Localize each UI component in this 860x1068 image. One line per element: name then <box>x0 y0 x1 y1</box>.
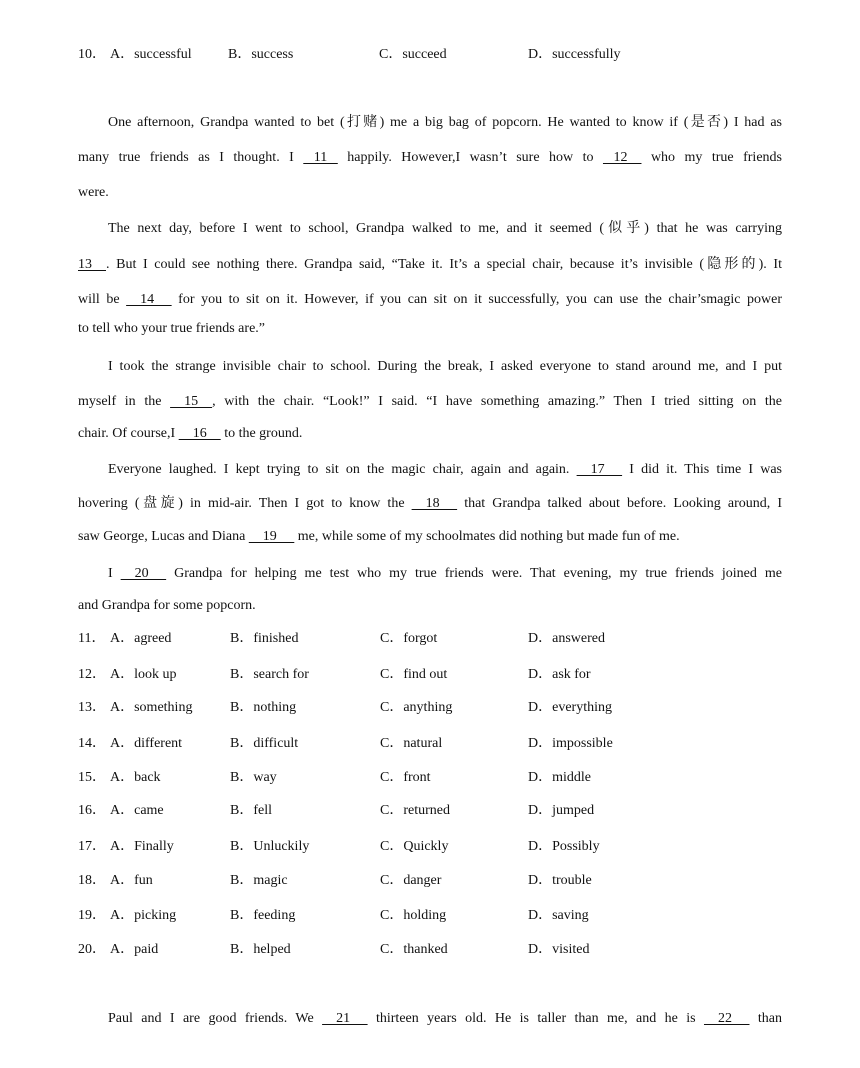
passage-line: myself in the 15 , with the chair. “Look!” I said. “I have something amazing.” Then I tried sitting on the <box>78 392 782 412</box>
blank-13: 13 <box>78 257 106 272</box>
question-13-options <box>78 698 782 718</box>
option-d: D．middle <box>528 770 591 785</box>
option-d: D．ask for <box>528 667 591 682</box>
question-19-options <box>78 906 782 926</box>
option-c: C．natural <box>380 736 443 751</box>
option-c: C．holding <box>380 908 447 923</box>
blank-21: 21 <box>322 1011 368 1026</box>
option-a: A．something <box>110 700 193 715</box>
option-a: A．successful <box>110 47 192 62</box>
option-d: D．successfully <box>528 47 621 62</box>
option-b: B．magic <box>230 873 288 888</box>
option-a: A．paid <box>110 942 159 957</box>
option-a: A．back <box>110 770 161 785</box>
option-a: A．different <box>110 736 183 751</box>
passage-line: were. <box>78 185 109 200</box>
question-11-options <box>78 629 782 649</box>
question-number: 11． <box>78 631 106 646</box>
passage-line: I took the strange invisible chair to school. During the break, I asked everyone to stand around me, and I put <box>108 359 782 374</box>
option-a: A．picking <box>110 908 177 923</box>
question-number: 15． <box>78 770 106 785</box>
option-c: C．anything <box>380 700 453 715</box>
blank-22: 22 <box>703 1011 750 1026</box>
passage-line: 13 . But I could see nothing there. Grandpa said, “Take it. It’s a special chair, because it’s invisible (隐形的). It <box>78 255 782 275</box>
question-number: 19． <box>78 908 106 923</box>
option-d: D．trouble <box>528 873 592 888</box>
blank-18: 18 <box>411 496 458 511</box>
passage-line: will be 14 for you to sit on it. However, if you can sit on it successfully, you can use the chair’smagic power <box>78 290 782 310</box>
option-a: A．agreed <box>110 631 172 646</box>
passage-line: many true friends as I thought. I 11 happily. However,I wasn’t sure how to 12 who my true friends <box>78 148 782 168</box>
option-b: B．search for <box>230 667 309 682</box>
option-d: D．saving <box>528 908 589 923</box>
passage-line: The next day, before I went to school, Grandpa walked to me, and it seemed (似乎) that he was carrying <box>108 221 782 236</box>
option-a: A．Finally <box>110 839 174 854</box>
option-b: B．helped <box>230 942 291 957</box>
blank-15: 15 <box>170 394 213 409</box>
option-c: C．front <box>380 770 431 785</box>
option-c: C．Quickly <box>380 839 449 854</box>
option-d: D．answered <box>528 631 605 646</box>
option-d: D．visited <box>528 942 590 957</box>
question-number: 18． <box>78 873 106 888</box>
question-16-options <box>78 801 782 821</box>
option-d: D．everything <box>528 700 612 715</box>
option-b: B．feeding <box>230 908 296 923</box>
option-d: D．jumped <box>528 803 595 818</box>
option-a: A．came <box>110 803 164 818</box>
option-c: C．danger <box>380 873 442 888</box>
passage-line: One afternoon, Grandpa wanted to bet (打赌) me a big bag of popcorn. He wanted to know if (是否) I had as <box>108 115 782 130</box>
question-17-options <box>78 837 782 857</box>
question-18-options <box>78 871 782 891</box>
option-b: B．fell <box>230 803 272 818</box>
option-d: D．Possibly <box>528 839 600 854</box>
option-b: B．Unluckily <box>230 839 310 854</box>
question-number: 10． <box>78 47 106 62</box>
option-c: C．thanked <box>380 942 448 957</box>
option-b: B．success <box>228 47 294 62</box>
blank-14: 14 <box>126 292 172 307</box>
question-number: 20． <box>78 942 106 957</box>
blank-19: 19 <box>248 529 295 544</box>
blank-11: 11 <box>303 150 338 165</box>
passage-line: I 20 Grandpa for helping me test who my true friends were. That evening, my true friends joined me <box>108 564 782 584</box>
question-14-options <box>78 734 782 754</box>
passage-line: saw George, Lucas and Diana 19 me, while some of my schoolmates did nothing but made fun of me. <box>78 527 782 547</box>
option-b: B．nothing <box>230 700 297 715</box>
blank-17: 17 <box>576 462 623 477</box>
option-a: A．fun <box>110 873 153 888</box>
option-a: A．look up <box>110 667 177 682</box>
option-b: B．finished <box>230 631 299 646</box>
question-number: 13． <box>78 700 106 715</box>
question-12-options <box>78 665 782 685</box>
blank-20: 20 <box>120 566 167 581</box>
question-number: 12． <box>78 667 106 682</box>
passage-line: to tell who your true friends are.” <box>78 321 265 336</box>
passage-line: hovering (盘旋) in mid-air. Then I got to know the 18 that Grandpa talked about before. Looking around, I <box>78 494 782 514</box>
question-10-options <box>78 45 782 65</box>
question-20-options <box>78 940 782 960</box>
passage-line: Everyone laughed. I kept trying to sit on the magic chair, again and again. 17 I did it. This time I was <box>108 460 782 480</box>
option-b: B．way <box>230 770 277 785</box>
option-c: C．forgot <box>380 631 438 646</box>
option-c: C．succeed <box>379 47 447 62</box>
option-c: C．returned <box>380 803 450 818</box>
question-number: 14． <box>78 736 106 751</box>
option-d: D．impossible <box>528 736 613 751</box>
question-15-options <box>78 768 782 788</box>
passage-line: Paul and I are good friends. We 21 thirteen years old. He is taller than me, and he is 22 than <box>108 1009 782 1029</box>
option-b: B．difficult <box>230 736 299 751</box>
blank-16: 16 <box>178 426 221 441</box>
question-number: 16． <box>78 803 106 818</box>
question-number: 17． <box>78 839 106 854</box>
passage-line: and Grandpa for some popcorn. <box>78 598 256 613</box>
option-c: C．find out <box>380 667 448 682</box>
passage-line: chair. Of course,I 16 to the ground. <box>78 424 782 444</box>
blank-12: 12 <box>602 150 642 165</box>
